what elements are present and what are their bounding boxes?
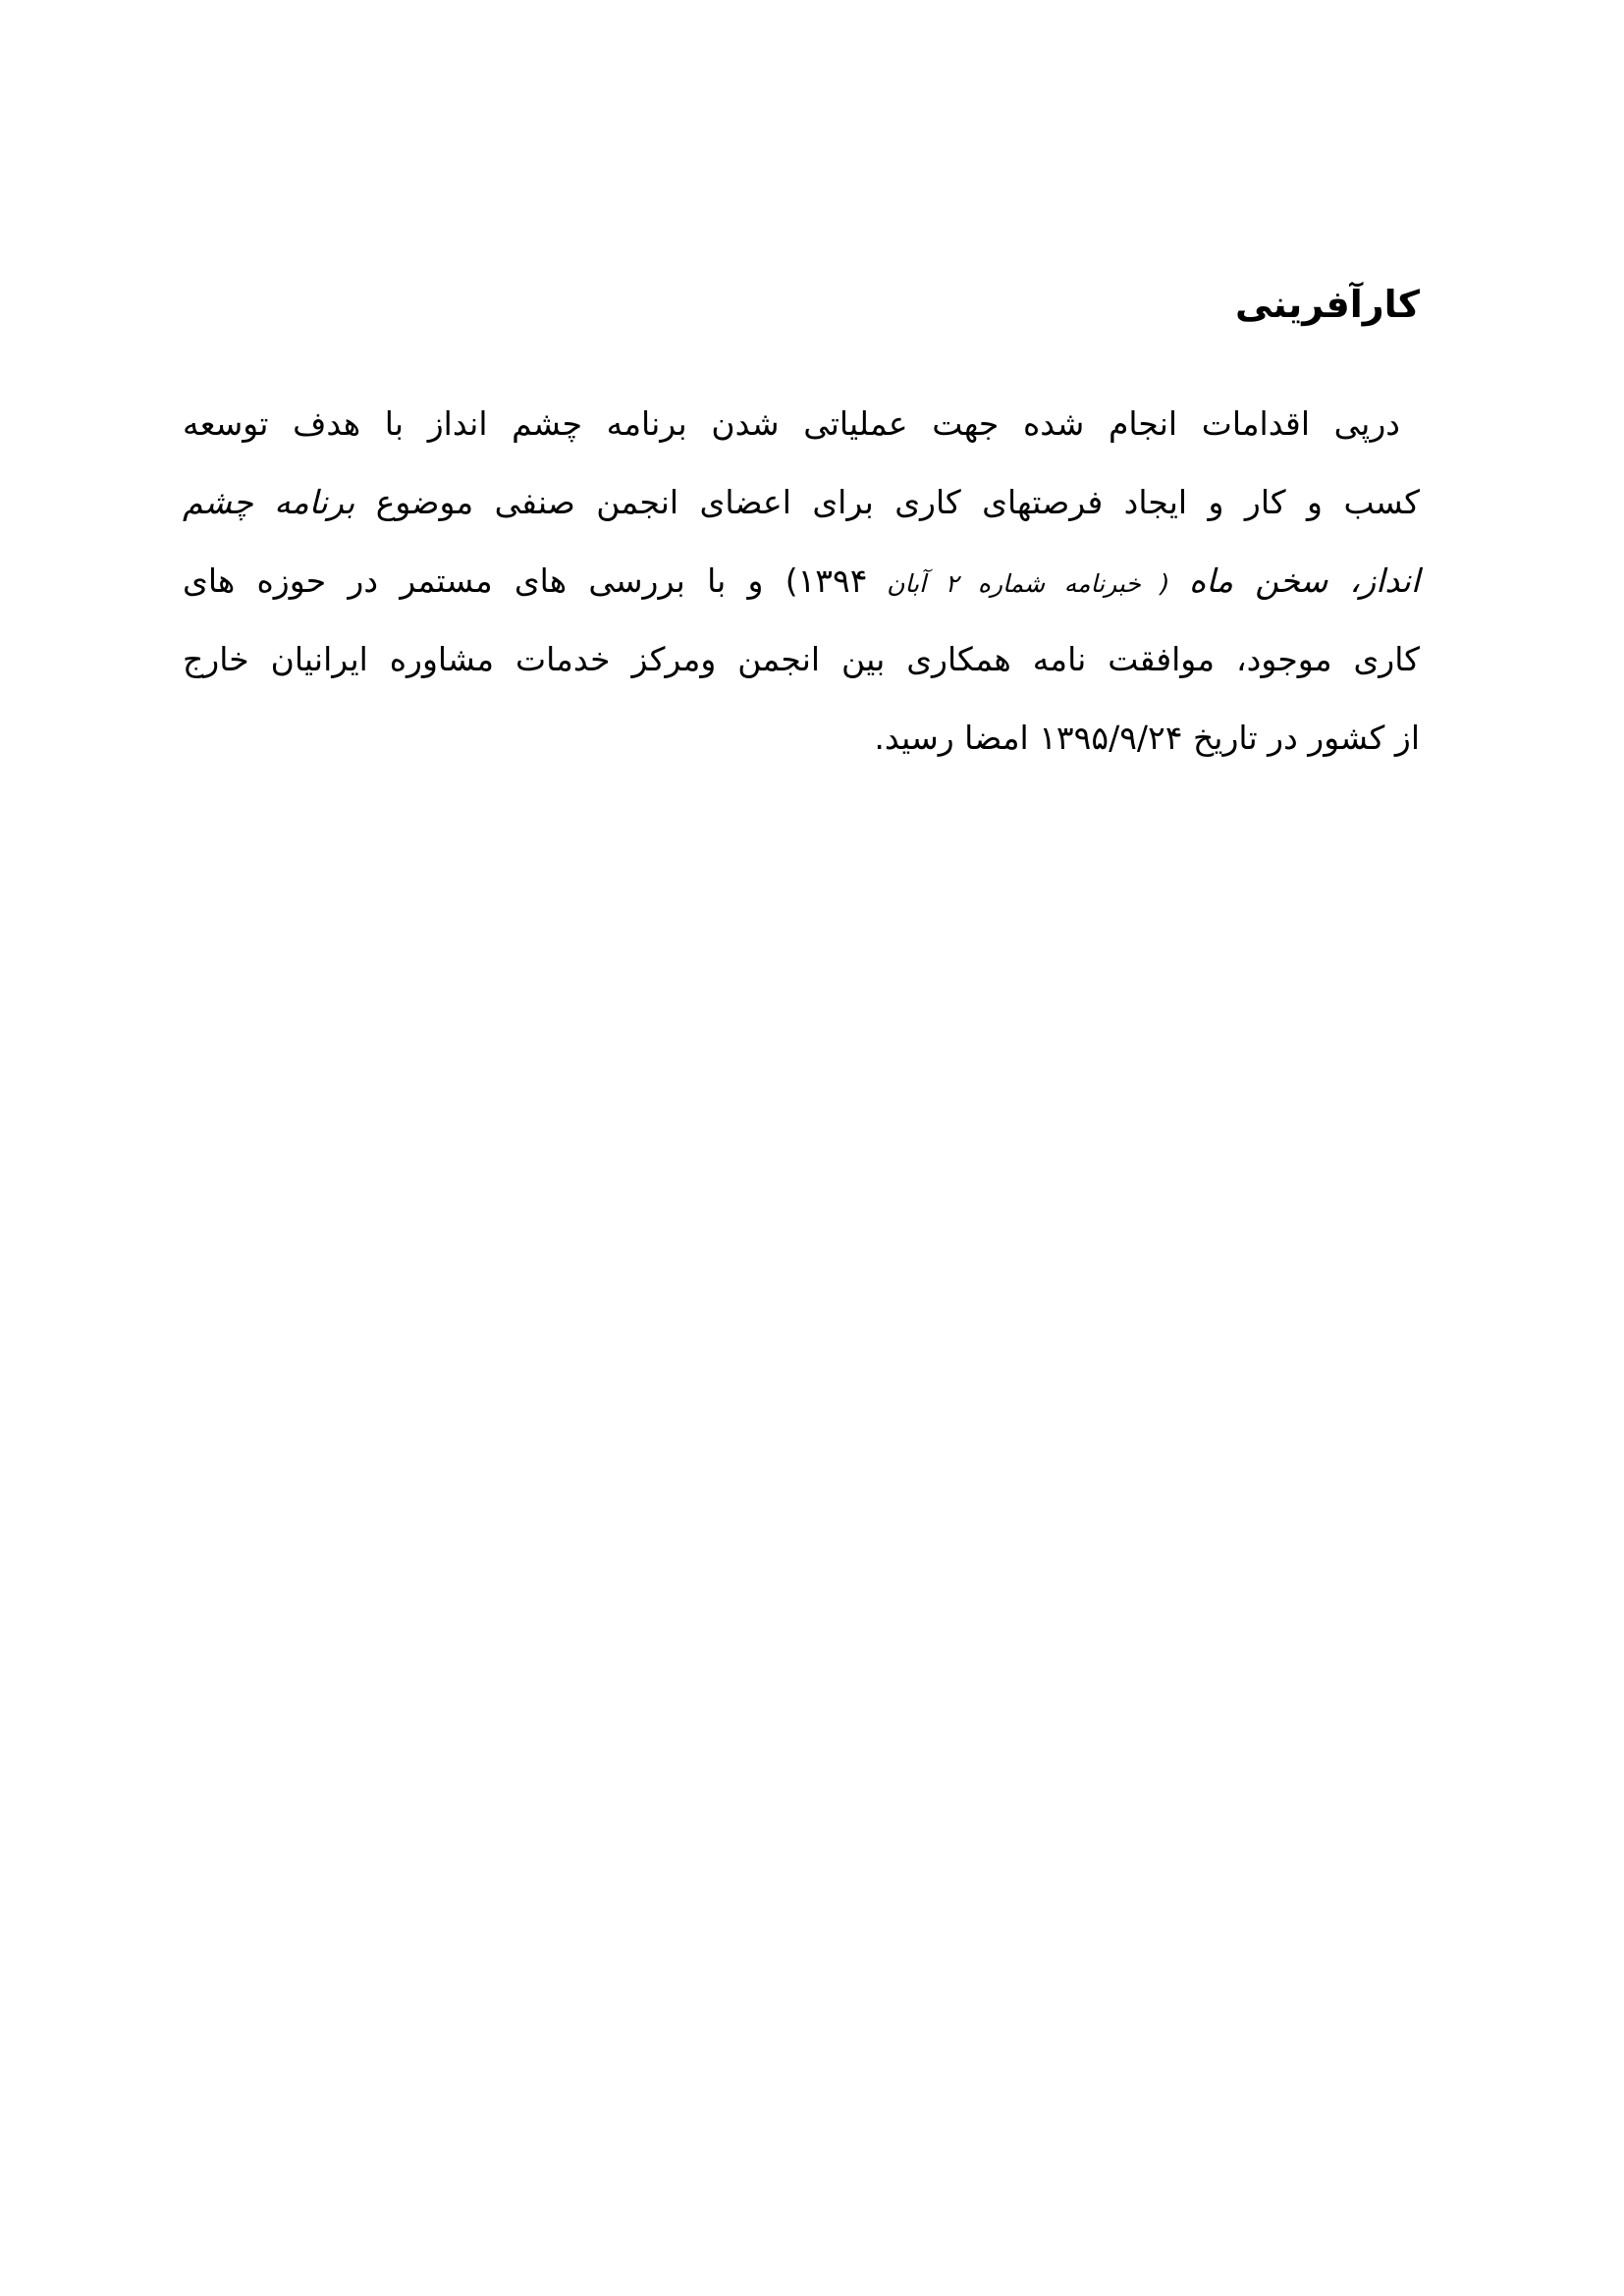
- paragraph-line-2: [183, 463, 1420, 542]
- line-3-text: ۱۳۹۴) و با بررسی های مستمر در حوزه های: [183, 561, 868, 600]
- paragraph-line-1: [183, 385, 1420, 463]
- line-4-text: کاری موجود، موافقت نامه همکاری بین انجمن ومرکز خدمات مشاوره ایرانیان خارج: [183, 640, 1420, 678]
- body-paragraph: [183, 385, 1420, 777]
- paragraph-line-5: [183, 699, 1420, 777]
- line-1-text: درپی اقدامات انجام شده جهت عملیاتی شدن برنامه چشم انداز با هدف توسعه: [183, 404, 1400, 443]
- paragraph-line-3: [183, 542, 1420, 620]
- line-3-citation: ( خبرنامه شماره ۲ آبان: [867, 569, 1190, 598]
- line-5-text: از کشور در تاریخ ۱۳۹۵/۹/۲۴ امضا رسید.: [874, 719, 1420, 757]
- line-2-italic-title: برنامه چشم: [183, 483, 355, 521]
- line-2-text: کسب و کار و ایجاد فرصتهای کاری برای اعضای انجمن صنفی موضوع: [354, 483, 1420, 521]
- paragraph-line-4: [183, 620, 1420, 699]
- line-3-italic-title: انداز، سخن ماه: [1189, 561, 1420, 600]
- section-heading: کارآفرینی: [1234, 283, 1420, 326]
